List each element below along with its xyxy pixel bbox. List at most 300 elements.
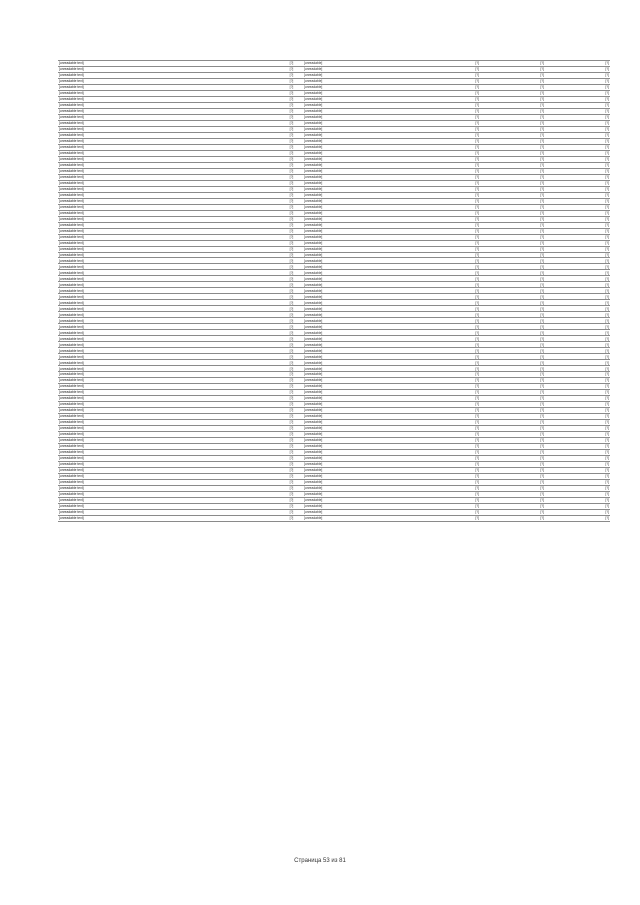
row-ved-cell: [?] bbox=[280, 288, 303, 294]
row-name-cell: [unreadable text] bbox=[58, 360, 280, 366]
row-exec-cell: [?] bbox=[480, 120, 545, 126]
row-plan-cell: [?] bbox=[415, 491, 480, 497]
row-name-cell: [unreadable text] bbox=[58, 324, 280, 330]
row-exec-cell: [?] bbox=[480, 90, 545, 96]
row-plan-cell: [?] bbox=[415, 138, 480, 144]
row-ved-cell: [?] bbox=[280, 198, 303, 204]
row-exec-cell: [?] bbox=[480, 198, 545, 204]
row-code-cell: [unreadable] bbox=[303, 180, 415, 186]
row-code-cell: [unreadable] bbox=[303, 126, 415, 132]
row-ved-cell: [?] bbox=[280, 408, 303, 414]
row-ved-cell: [?] bbox=[280, 300, 303, 306]
row-plan-cell: [?] bbox=[415, 61, 480, 67]
row-code-cell: [unreadable] bbox=[303, 455, 415, 461]
row-exec-cell: [?] bbox=[480, 258, 545, 264]
row-plan-cell: [?] bbox=[415, 324, 480, 330]
row-exec-cell: [?] bbox=[480, 288, 545, 294]
row-rest-cell: [?] bbox=[545, 438, 610, 444]
row-code-cell: [unreadable] bbox=[303, 192, 415, 198]
row-ved-cell: [?] bbox=[280, 61, 303, 67]
row-plan-cell: [?] bbox=[415, 222, 480, 228]
row-rest-cell: [?] bbox=[545, 432, 610, 438]
page-number: Страница 53 из 81 bbox=[294, 858, 346, 864]
row-plan-cell: [?] bbox=[415, 342, 480, 348]
row-rest-cell: [?] bbox=[545, 192, 610, 198]
row-ved-cell: [?] bbox=[280, 485, 303, 491]
row-name-cell: [unreadable text] bbox=[58, 390, 280, 396]
row-name-cell: [unreadable text] bbox=[58, 396, 280, 402]
row-ved-cell: [?] bbox=[280, 114, 303, 120]
row-name-cell: [unreadable text] bbox=[58, 120, 280, 126]
row-rest-cell: [?] bbox=[545, 66, 610, 72]
row-exec-cell: [?] bbox=[480, 246, 545, 252]
row-rest-cell: [?] bbox=[545, 467, 610, 473]
row-ved-cell: [?] bbox=[280, 467, 303, 473]
row-ved-cell: [?] bbox=[280, 108, 303, 114]
row-exec-cell: [?] bbox=[480, 438, 545, 444]
row-exec-cell: [?] bbox=[480, 396, 545, 402]
row-ved-cell: [?] bbox=[280, 402, 303, 408]
row-plan-cell: [?] bbox=[415, 378, 480, 384]
row-plan-cell: [?] bbox=[415, 336, 480, 342]
row-ved-cell: [?] bbox=[280, 210, 303, 216]
row-ved-cell: [?] bbox=[280, 270, 303, 276]
row-plan-cell: [?] bbox=[415, 204, 480, 210]
row-exec-cell: [?] bbox=[480, 390, 545, 396]
row-exec-cell: [?] bbox=[480, 348, 545, 354]
row-ved-cell: [?] bbox=[280, 78, 303, 84]
row-plan-cell: [?] bbox=[415, 132, 480, 138]
row-rest-cell: [?] bbox=[545, 234, 610, 240]
row-exec-cell: [?] bbox=[480, 342, 545, 348]
row-plan-cell: [?] bbox=[415, 246, 480, 252]
row-name-cell: [unreadable text] bbox=[58, 306, 280, 312]
row-plan-cell: [?] bbox=[415, 108, 480, 114]
row-rest-cell: [?] bbox=[545, 144, 610, 150]
row-exec-cell: [?] bbox=[480, 276, 545, 282]
row-code-cell: [unreadable] bbox=[303, 473, 415, 479]
row-ved-cell: [?] bbox=[280, 72, 303, 78]
row-exec-cell: [?] bbox=[480, 336, 545, 342]
row-code-cell: [unreadable] bbox=[303, 168, 415, 174]
row-exec-cell: [?] bbox=[480, 216, 545, 222]
row-rest-cell: [?] bbox=[545, 324, 610, 330]
row-name-cell: [unreadable text] bbox=[58, 132, 280, 138]
row-plan-cell: [?] bbox=[415, 432, 480, 438]
row-name-cell: [unreadable text] bbox=[58, 288, 280, 294]
row-rest-cell: [?] bbox=[545, 408, 610, 414]
row-exec-cell: [?] bbox=[480, 210, 545, 216]
row-plan-cell: [?] bbox=[415, 192, 480, 198]
row-rest-cell: [?] bbox=[545, 348, 610, 354]
row-ved-cell: [?] bbox=[280, 276, 303, 282]
row-exec-cell: [?] bbox=[480, 426, 545, 432]
row-plan-cell: [?] bbox=[415, 144, 480, 150]
row-exec-cell: [?] bbox=[480, 222, 545, 228]
row-rest-cell: [?] bbox=[545, 204, 610, 210]
row-plan-cell: [?] bbox=[415, 479, 480, 485]
row-ved-cell: [?] bbox=[280, 342, 303, 348]
row-rest-cell: [?] bbox=[545, 108, 610, 114]
row-rest-cell: [?] bbox=[545, 426, 610, 432]
row-plan-cell: [?] bbox=[415, 300, 480, 306]
row-plan-cell: [?] bbox=[415, 420, 480, 426]
row-name-cell: [unreadable text] bbox=[58, 312, 280, 318]
row-name-cell: [unreadable text] bbox=[58, 96, 280, 102]
table-body bbox=[58, 61, 610, 522]
row-rest-cell: [?] bbox=[545, 216, 610, 222]
row-ved-cell: [?] bbox=[280, 390, 303, 396]
row-code-cell: [unreadable] bbox=[303, 270, 415, 276]
row-exec-cell: [?] bbox=[480, 372, 545, 378]
row-name-cell: [unreadable text] bbox=[58, 318, 280, 324]
row-name-cell: [unreadable text] bbox=[58, 330, 280, 336]
row-exec-cell: [?] bbox=[480, 282, 545, 288]
row-code-cell: [unreadable] bbox=[303, 402, 415, 408]
row-name-cell: [unreadable text] bbox=[58, 126, 280, 132]
row-rest-cell: [?] bbox=[545, 378, 610, 384]
row-exec-cell: [?] bbox=[480, 497, 545, 503]
row-code-cell: [unreadable] bbox=[303, 378, 415, 384]
row-ved-cell: [?] bbox=[280, 246, 303, 252]
row-plan-cell: [?] bbox=[415, 66, 480, 72]
row-exec-cell: [?] bbox=[480, 485, 545, 491]
row-ved-cell: [?] bbox=[280, 204, 303, 210]
row-code-cell: [unreadable] bbox=[303, 216, 415, 222]
row-ved-cell: [?] bbox=[280, 240, 303, 246]
row-name-cell: [unreadable text] bbox=[58, 366, 280, 372]
row-ved-cell: [?] bbox=[280, 132, 303, 138]
row-exec-cell: [?] bbox=[480, 384, 545, 390]
row-name-cell: [unreadable text] bbox=[58, 384, 280, 390]
row-exec-cell: [?] bbox=[480, 252, 545, 258]
row-plan-cell: [?] bbox=[415, 348, 480, 354]
row-plan-cell: [?] bbox=[415, 390, 480, 396]
row-exec-cell: [?] bbox=[480, 473, 545, 479]
row-exec-cell: [?] bbox=[480, 467, 545, 473]
row-exec-cell: [?] bbox=[480, 432, 545, 438]
row-name-cell: [unreadable text] bbox=[58, 168, 280, 174]
row-ved-cell: [?] bbox=[280, 438, 303, 444]
row-exec-cell: [?] bbox=[480, 84, 545, 90]
row-rest-cell: [?] bbox=[545, 114, 610, 120]
row-rest-cell: [?] bbox=[545, 515, 610, 521]
row-name-cell: [unreadable text] bbox=[58, 228, 280, 234]
row-name-cell: [unreadable text] bbox=[58, 138, 280, 144]
row-rest-cell: [?] bbox=[545, 503, 610, 509]
row-ved-cell: [?] bbox=[280, 360, 303, 366]
row-ved-cell: [?] bbox=[280, 461, 303, 467]
row-plan-cell: [?] bbox=[415, 114, 480, 120]
row-rest-cell: [?] bbox=[545, 72, 610, 78]
row-name-cell: [unreadable text] bbox=[58, 408, 280, 414]
row-code-cell: [unreadable] bbox=[303, 509, 415, 515]
row-name-cell: [unreadable text] bbox=[58, 270, 280, 276]
row-plan-cell: [?] bbox=[415, 210, 480, 216]
row-name-cell: [unreadable text] bbox=[58, 186, 280, 192]
row-rest-cell: [?] bbox=[545, 288, 610, 294]
row-code-cell: [unreadable] bbox=[303, 312, 415, 318]
row-code-cell: [unreadable] bbox=[303, 515, 415, 521]
row-rest-cell: [?] bbox=[545, 84, 610, 90]
row-rest-cell: [?] bbox=[545, 90, 610, 96]
row-plan-cell: [?] bbox=[415, 228, 480, 234]
row-code-cell: [unreadable] bbox=[303, 66, 415, 72]
row-name-cell: [unreadable text] bbox=[58, 90, 280, 96]
row-rest-cell: [?] bbox=[545, 402, 610, 408]
row-code-cell: [unreadable] bbox=[303, 144, 415, 150]
row-name-cell: [unreadable text] bbox=[58, 162, 280, 168]
row-code-cell: [unreadable] bbox=[303, 204, 415, 210]
row-exec-cell: [?] bbox=[480, 61, 545, 67]
row-code-cell: [unreadable] bbox=[303, 132, 415, 138]
row-code-cell: [unreadable] bbox=[303, 222, 415, 228]
row-exec-cell: [?] bbox=[480, 312, 545, 318]
row-exec-cell: [?] bbox=[480, 378, 545, 384]
row-ved-cell: [?] bbox=[280, 444, 303, 450]
row-plan-cell: [?] bbox=[415, 258, 480, 264]
row-rest-cell: [?] bbox=[545, 228, 610, 234]
row-name-cell: [unreadable text] bbox=[58, 509, 280, 515]
row-rest-cell: [?] bbox=[545, 276, 610, 282]
row-plan-cell: [?] bbox=[415, 509, 480, 515]
row-name-cell: [unreadable text] bbox=[58, 455, 280, 461]
row-ved-cell: [?] bbox=[280, 348, 303, 354]
row-code-cell: [unreadable] bbox=[303, 102, 415, 108]
row-rest-cell: [?] bbox=[545, 61, 610, 67]
row-plan-cell: [?] bbox=[415, 449, 480, 455]
row-name-cell: [unreadable text] bbox=[58, 300, 280, 306]
row-ved-cell: [?] bbox=[280, 120, 303, 126]
row-exec-cell: [?] bbox=[480, 306, 545, 312]
row-exec-cell: [?] bbox=[480, 162, 545, 168]
row-name-cell: [unreadable text] bbox=[58, 432, 280, 438]
row-code-cell: [unreadable] bbox=[303, 491, 415, 497]
row-code-cell: [unreadable] bbox=[303, 348, 415, 354]
row-code-cell: [unreadable] bbox=[303, 228, 415, 234]
row-exec-cell: [?] bbox=[480, 366, 545, 372]
row-rest-cell: [?] bbox=[545, 497, 610, 503]
row-rest-cell: [?] bbox=[545, 479, 610, 485]
row-code-cell: [unreadable] bbox=[303, 342, 415, 348]
row-plan-cell: [?] bbox=[415, 162, 480, 168]
row-code-cell: [unreadable] bbox=[303, 330, 415, 336]
row-name-cell: [unreadable text] bbox=[58, 426, 280, 432]
row-ved-cell: [?] bbox=[280, 330, 303, 336]
row-name-cell: [unreadable text] bbox=[58, 252, 280, 258]
row-name-cell: [unreadable text] bbox=[58, 156, 280, 162]
row-code-cell: [unreadable] bbox=[303, 390, 415, 396]
row-plan-cell: [?] bbox=[415, 78, 480, 84]
row-plan-cell: [?] bbox=[415, 102, 480, 108]
row-name-cell: [unreadable text] bbox=[58, 174, 280, 180]
row-plan-cell: [?] bbox=[415, 288, 480, 294]
row-rest-cell: [?] bbox=[545, 240, 610, 246]
row-code-cell: [unreadable] bbox=[303, 252, 415, 258]
row-name-cell: [unreadable text] bbox=[58, 444, 280, 450]
row-rest-cell: [?] bbox=[545, 485, 610, 491]
row-rest-cell: [?] bbox=[545, 461, 610, 467]
row-name-cell: [unreadable text] bbox=[58, 336, 280, 342]
row-code-cell: [unreadable] bbox=[303, 234, 415, 240]
row-rest-cell: [?] bbox=[545, 330, 610, 336]
row-ved-cell: [?] bbox=[280, 90, 303, 96]
row-plan-cell: [?] bbox=[415, 168, 480, 174]
row-ved-cell: [?] bbox=[280, 515, 303, 521]
row-plan-cell: [?] bbox=[415, 156, 480, 162]
row-rest-cell: [?] bbox=[545, 372, 610, 378]
row-plan-cell: [?] bbox=[415, 473, 480, 479]
row-name-cell: [unreadable text] bbox=[58, 467, 280, 473]
row-plan-cell: [?] bbox=[415, 276, 480, 282]
row-code-cell: [unreadable] bbox=[303, 497, 415, 503]
row-name-cell: [unreadable text] bbox=[58, 144, 280, 150]
row-code-cell: [unreadable] bbox=[303, 276, 415, 282]
row-exec-cell: [?] bbox=[480, 240, 545, 246]
row-plan-cell: [?] bbox=[415, 84, 480, 90]
row-name-cell: [unreadable text] bbox=[58, 282, 280, 288]
row-name-cell: [unreadable text] bbox=[58, 66, 280, 72]
row-name-cell: [unreadable text] bbox=[58, 222, 280, 228]
row-ved-cell: [?] bbox=[280, 306, 303, 312]
row-code-cell: [unreadable] bbox=[303, 72, 415, 78]
row-rest-cell: [?] bbox=[545, 294, 610, 300]
row-rest-cell: [?] bbox=[545, 150, 610, 156]
row-ved-cell: [?] bbox=[280, 378, 303, 384]
row-exec-cell: [?] bbox=[480, 144, 545, 150]
row-code-cell: [unreadable] bbox=[303, 420, 415, 426]
row-code-cell: [unreadable] bbox=[303, 150, 415, 156]
row-code-cell: [unreadable] bbox=[303, 288, 415, 294]
row-rest-cell: [?] bbox=[545, 312, 610, 318]
row-code-cell: [unreadable] bbox=[303, 485, 415, 491]
row-name-cell: [unreadable text] bbox=[58, 491, 280, 497]
row-name-cell: [unreadable text] bbox=[58, 72, 280, 78]
row-name-cell: [unreadable text] bbox=[58, 240, 280, 246]
row-ved-cell: [?] bbox=[280, 138, 303, 144]
row-exec-cell: [?] bbox=[480, 126, 545, 132]
row-exec-cell: [?] bbox=[480, 174, 545, 180]
row-ved-cell: [?] bbox=[280, 426, 303, 432]
row-exec-cell: [?] bbox=[480, 444, 545, 450]
row-plan-cell: [?] bbox=[415, 312, 480, 318]
row-exec-cell: [?] bbox=[480, 270, 545, 276]
row-plan-cell: [?] bbox=[415, 72, 480, 78]
row-rest-cell: [?] bbox=[545, 396, 610, 402]
row-name-cell: [unreadable text] bbox=[58, 84, 280, 90]
row-ved-cell: [?] bbox=[280, 509, 303, 515]
row-ved-cell: [?] bbox=[280, 455, 303, 461]
row-rest-cell: [?] bbox=[545, 186, 610, 192]
row-ved-cell: [?] bbox=[280, 312, 303, 318]
row-rest-cell: [?] bbox=[545, 473, 610, 479]
row-exec-cell: [?] bbox=[480, 186, 545, 192]
row-name-cell: [unreadable text] bbox=[58, 198, 280, 204]
row-code-cell: [unreadable] bbox=[303, 449, 415, 455]
row-exec-cell: [?] bbox=[480, 414, 545, 420]
row-name-cell: [unreadable text] bbox=[58, 216, 280, 222]
row-ved-cell: [?] bbox=[280, 354, 303, 360]
row-name-cell: [unreadable text] bbox=[58, 438, 280, 444]
row-exec-cell: [?] bbox=[480, 515, 545, 521]
row-rest-cell: [?] bbox=[545, 120, 610, 126]
row-plan-cell: [?] bbox=[415, 174, 480, 180]
row-plan-cell: [?] bbox=[415, 485, 480, 491]
row-ved-cell: [?] bbox=[280, 252, 303, 258]
row-exec-cell: [?] bbox=[480, 461, 545, 467]
row-plan-cell: [?] bbox=[415, 150, 480, 156]
row-ved-cell: [?] bbox=[280, 264, 303, 270]
row-exec-cell: [?] bbox=[480, 503, 545, 509]
row-code-cell: [unreadable] bbox=[303, 444, 415, 450]
row-ved-cell: [?] bbox=[280, 294, 303, 300]
row-ved-cell: [?] bbox=[280, 162, 303, 168]
row-rest-cell: [?] bbox=[545, 162, 610, 168]
row-plan-cell: [?] bbox=[415, 318, 480, 324]
row-exec-cell: [?] bbox=[480, 192, 545, 198]
row-name-cell: [unreadable text] bbox=[58, 204, 280, 210]
row-code-cell: [unreadable] bbox=[303, 96, 415, 102]
row-rest-cell: [?] bbox=[545, 354, 610, 360]
row-ved-cell: [?] bbox=[280, 432, 303, 438]
row-exec-cell: [?] bbox=[480, 156, 545, 162]
row-exec-cell: [?] bbox=[480, 102, 545, 108]
row-rest-cell: [?] bbox=[545, 246, 610, 252]
row-name-cell: [unreadable text] bbox=[58, 294, 280, 300]
row-rest-cell: [?] bbox=[545, 180, 610, 186]
row-code-cell: [unreadable] bbox=[303, 408, 415, 414]
row-code-cell: [unreadable] bbox=[303, 162, 415, 168]
row-name-cell: [unreadable text] bbox=[58, 372, 280, 378]
row-plan-cell: [?] bbox=[415, 198, 480, 204]
row-code-cell: [unreadable] bbox=[303, 306, 415, 312]
row-plan-cell: [?] bbox=[415, 96, 480, 102]
row-ved-cell: [?] bbox=[280, 491, 303, 497]
row-plan-cell: [?] bbox=[415, 402, 480, 408]
row-plan-cell: [?] bbox=[415, 270, 480, 276]
row-rest-cell: [?] bbox=[545, 491, 610, 497]
row-exec-cell: [?] bbox=[480, 324, 545, 330]
row-name-cell: [unreadable text] bbox=[58, 276, 280, 282]
row-name-cell: [unreadable text] bbox=[58, 342, 280, 348]
row-plan-cell: [?] bbox=[415, 90, 480, 96]
row-name-cell: [unreadable text] bbox=[58, 414, 280, 420]
row-code-cell: [unreadable] bbox=[303, 396, 415, 402]
row-ved-cell: [?] bbox=[280, 234, 303, 240]
row-name-cell: [unreadable text] bbox=[58, 402, 280, 408]
row-rest-cell: [?] bbox=[545, 102, 610, 108]
row-plan-cell: [?] bbox=[415, 414, 480, 420]
row-rest-cell: [?] bbox=[545, 264, 610, 270]
row-plan-cell: [?] bbox=[415, 384, 480, 390]
row-code-cell: [unreadable] bbox=[303, 78, 415, 84]
row-ved-cell: [?] bbox=[280, 336, 303, 342]
row-name-cell: [unreadable text] bbox=[58, 246, 280, 252]
row-rest-cell: [?] bbox=[545, 96, 610, 102]
row-rest-cell: [?] bbox=[545, 336, 610, 342]
row-plan-cell: [?] bbox=[415, 252, 480, 258]
row-ved-cell: [?] bbox=[280, 180, 303, 186]
row-rest-cell: [?] bbox=[545, 366, 610, 372]
row-code-cell: [unreadable] bbox=[303, 318, 415, 324]
row-code-cell: [unreadable] bbox=[303, 61, 415, 67]
row-ved-cell: [?] bbox=[280, 282, 303, 288]
row-code-cell: [unreadable] bbox=[303, 438, 415, 444]
row-rest-cell: [?] bbox=[545, 509, 610, 515]
row-name-cell: [unreadable text] bbox=[58, 485, 280, 491]
row-exec-cell: [?] bbox=[480, 408, 545, 414]
row-exec-cell: [?] bbox=[480, 264, 545, 270]
